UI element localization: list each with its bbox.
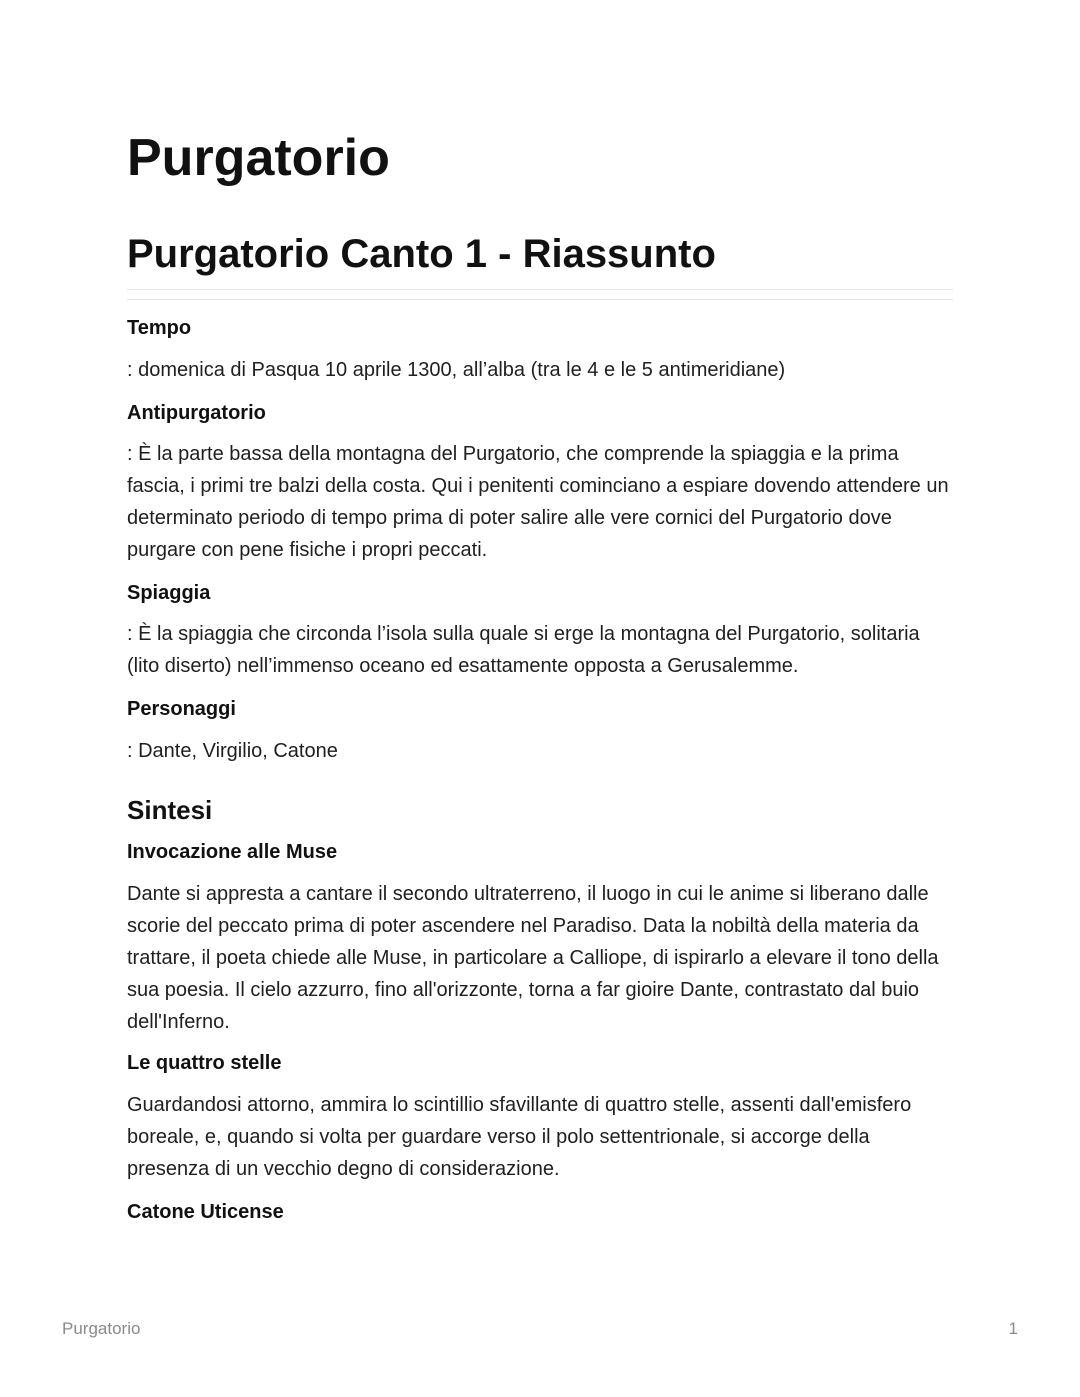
- footer-title: Purgatorio: [62, 1319, 141, 1338]
- definition-tempo: : domenica di Pasqua 10 aprile 1300, all’alba (tra le 4 e le 5 antimeridiane): [127, 359, 786, 381]
- definition-antipurgatorio: : È la parte bassa della montagna del Purgatorio, che comprende la spiaggia e la prima fascia, i primi tre balzi della costa. Qui i penitenti cominciano a espiare dovendo attendere un determinato periodo di tempo prima di poter salire alle vere cornici del Purgatorio dove purgare con pene fisiche i propri peccati.: [127, 443, 949, 561]
- definition-personaggi: : Dante, Virgilio, Catone: [127, 740, 338, 762]
- section-text-invocazione: Dante si appresta a cantare il secondo ultraterreno, il luogo in cui le anime si liberano dalle scorie del peccato prima di poter ascendere nel Paradiso. Data la nobiltà della materia da trattare, il poeta chiede alle Muse, in particolare a Calliope, di ispirarlo a elevare il tono della sua poesia. Il cielo azzurro, fino all'orizzonte, torna a far gioire Dante, contrastato dal buio dell'Inferno.: [127, 883, 939, 1033]
- term-personaggi: Personaggi: [127, 698, 236, 720]
- section-text-quattro-stelle: Guardandosi attorno, ammira lo scintillio sfavillante di quattro stelle, assenti dall'emisfero boreale, e, quando si volta per guardare verso il polo settentrionale, si accorge della presenza di un vecchio degno di considerazione.: [127, 1094, 912, 1180]
- section-heading-invocazione: Invocazione alle Muse: [127, 841, 338, 863]
- divider: [127, 289, 953, 290]
- definition-spiaggia: : È la spiaggia che circonda l’isola sulla quale si erge la montagna del Purgatorio, solitaria (lito diserto) nell’immenso oceano ed esattamente opposta a Gerusalemme.: [127, 623, 920, 677]
- document-title: Purgatorio: [127, 129, 390, 187]
- section-heading-quattro-stelle: Le quattro stelle: [127, 1052, 282, 1074]
- section-title: Purgatorio Canto 1 - Riassunto: [127, 232, 716, 276]
- section-heading-catone: Catone Uticense: [127, 1201, 284, 1223]
- term-spiaggia: Spiaggia: [127, 582, 211, 604]
- page-number: 1: [1008, 1319, 1018, 1338]
- sintesi-heading: Sintesi: [127, 795, 213, 825]
- term-antipurgatorio: Antipurgatorio: [127, 402, 266, 424]
- divider: [127, 299, 953, 300]
- term-tempo: Tempo: [127, 317, 192, 339]
